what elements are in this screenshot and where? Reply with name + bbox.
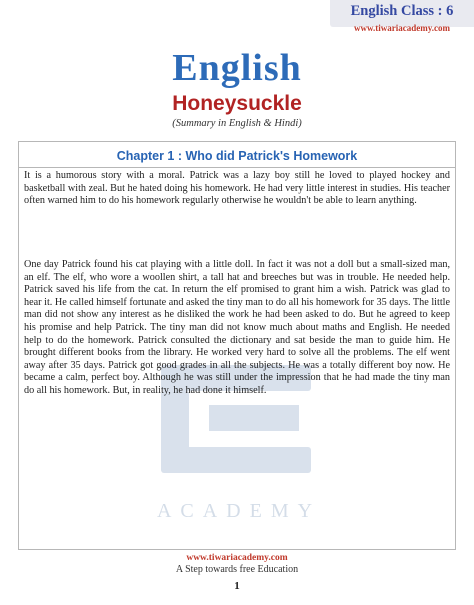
book-title: Honeysuckle [172, 92, 302, 115]
watermark-text: ACADEMY [156, 500, 322, 522]
chapter-title: Chapter 1 : Who did Patrick's Homework [116, 149, 358, 163]
watermark-bar-mid [209, 405, 299, 431]
watermark-bar-bottom [161, 447, 311, 473]
summary-box [18, 141, 456, 550]
subject-title: English [172, 47, 302, 89]
summary-paragraph-1: It is a humorous story with a moral. Patrick was a lazy boy still he loved to played hockey and basketball with zeal. But he hated doing his homework. He had very little interest in studies. His teacher often warned him to do his homework regularly otherwise he wouldn't be able to learn anything. [24, 170, 450, 207]
summary-paragraph-2: One day Patrick found his cat playing with a little doll. In fact it was not a doll but a small-sized man, an elf. The elf, who wore a woollen shirt, a tall hat and breeches but was in trouble. He needed help. Patrick saved his life from the cat. In return the elf promised to grant him a wish. Patrick was glad to hear it. He called himself fortunate and asked the tiny man to do all his homework for 35 days. The little man did not show any interest as he disliked the work he had been asked to do. But he agreed to keep his promise and help Patrick. The tiny man did not know much about maths and English. He needed help to do the homework. Patrick consulted the dictionary and sat beside the man to guide him. He brought different books from the library. He worked very hard to solve all the problems. The elf went away after 35 days. Patrick got good grades in all the subjects. He was a totally different boy now. He became a calm, perfect boy. Although he was still under the impression that he had made the tiny man do all his homework. But, in reality, he had done it himself. [24, 259, 450, 396]
header-website-link[interactable]: www.tiwariacademy.com [354, 23, 450, 33]
footer-tagline: A Step towards free Education [175, 564, 299, 575]
class-label: English Class : 6 [350, 3, 454, 19]
page-number: 1 [234, 580, 240, 592]
footer-website-link[interactable]: www.tiwariacademy.com [186, 553, 288, 563]
subtitle: (Summary in English & Hindi) [172, 118, 302, 129]
title-divider [19, 167, 455, 168]
